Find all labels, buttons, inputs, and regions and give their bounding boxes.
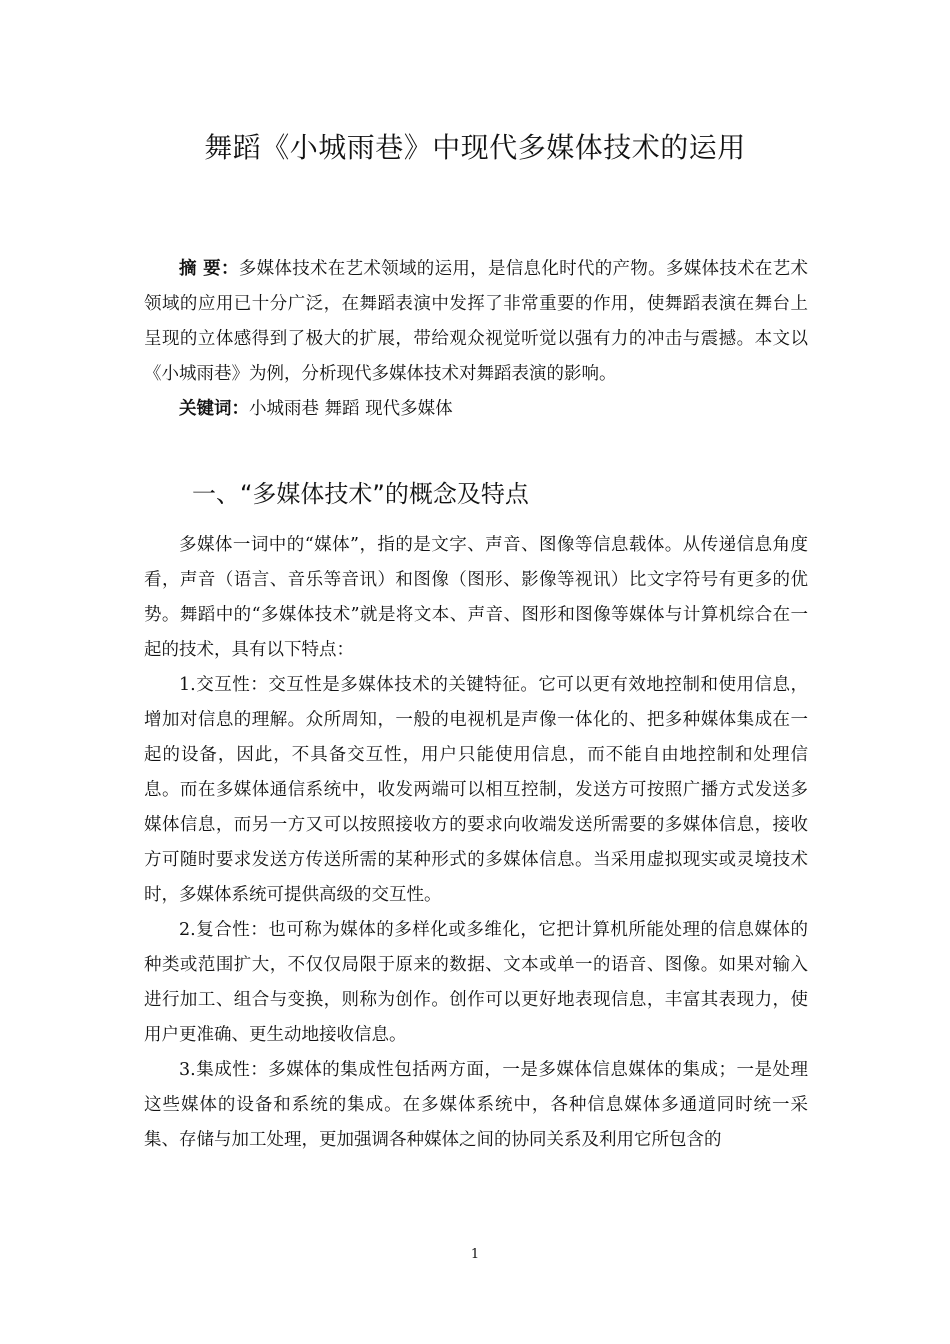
abstract-section — [144, 252, 808, 427]
abstract-paragraph — [144, 252, 808, 392]
section-body — [144, 528, 808, 1158]
abstract-label: 摘 要： — [179, 259, 239, 279]
body-paragraph: 多媒体一词中的“媒体”，指的是文字、声音、图像等信息载体。从传递信息角度看，声音（语言、音乐等音讯）和图像（图形、影像等视讯）比文字符号有更多的优势。舞蹈中的“多媒体技术”就是将文本、声音、图形和图像等媒体与计算机综合在一起的技术，具有以下特点： — [144, 535, 808, 660]
keywords-text: 小城雨巷 舞蹈 现代多媒体 — [249, 399, 453, 419]
page-number: 1 — [470, 1247, 480, 1262]
document-title: 舞蹈《小城雨巷》中现代多媒体技术的运用 — [204, 131, 746, 164]
section-heading: 一、“多媒体技术”的概念及特点 — [192, 480, 529, 508]
body-paragraph: 3.集成性：多媒体的集成性包括两方面，一是多媒体信息媒体的集成；一是处理这些媒体的设备和系统的集成。在多媒体系统中，各种信息媒体多通道同时统一采集、存储与加工处理，更加强调各种媒体之间的协同关系及利用它所包含的 — [144, 1060, 808, 1150]
abstract-text: 多媒体技术在艺术领域的运用，是信息化时代的产物。多媒体技术在艺术领域的应用已十分广泛，在舞蹈表演中发挥了非常重要的作用，使舞蹈表演在舞台上呈现的立体感得到了极大的扩展，带给观众视觉听觉以强有力的冲击与震撼。本文以《小城雨巷》为例，分析现代多媒体技术对舞蹈表演的影响。 — [144, 259, 809, 384]
keywords-label: 关键词： — [179, 399, 249, 419]
body-paragraph: 1.交互性：交互性是多媒体技术的关键特征。它可以更有效地控制和使用信息，增加对信息的理解。众所周知，一般的电视机是声像一体化的、把多种媒体集成在一起的设备，因此，不具备交互性，用户只能使用信息，而不能自由地控制和处理信息。而在多媒体通信系统中，收发两端可以相互控制，发送方可按照广播方式发送多媒体信息，而另一方又可以按照接收方的要求向收端发送所需要的多媒体信息，接收方可随时要求发送方传送所需的某种形式的多媒体信息。当采用虚拟现实或灵境技术时，多媒体系统可提供高级的交互性。 — [144, 675, 808, 905]
keywords-paragraph — [144, 392, 808, 427]
body-paragraph: 2.复合性：也可称为媒体的多样化或多维化，它把计算机所能处理的信息媒体的种类或范围扩大，不仅仅局限于原来的数据、文本或单一的语音、图像。如果对输入进行加工、组合与变换，则称为创作。创作可以更好地表现信息，丰富其表现力，使用户更准确、更生动地接收信息。 — [144, 920, 808, 1045]
